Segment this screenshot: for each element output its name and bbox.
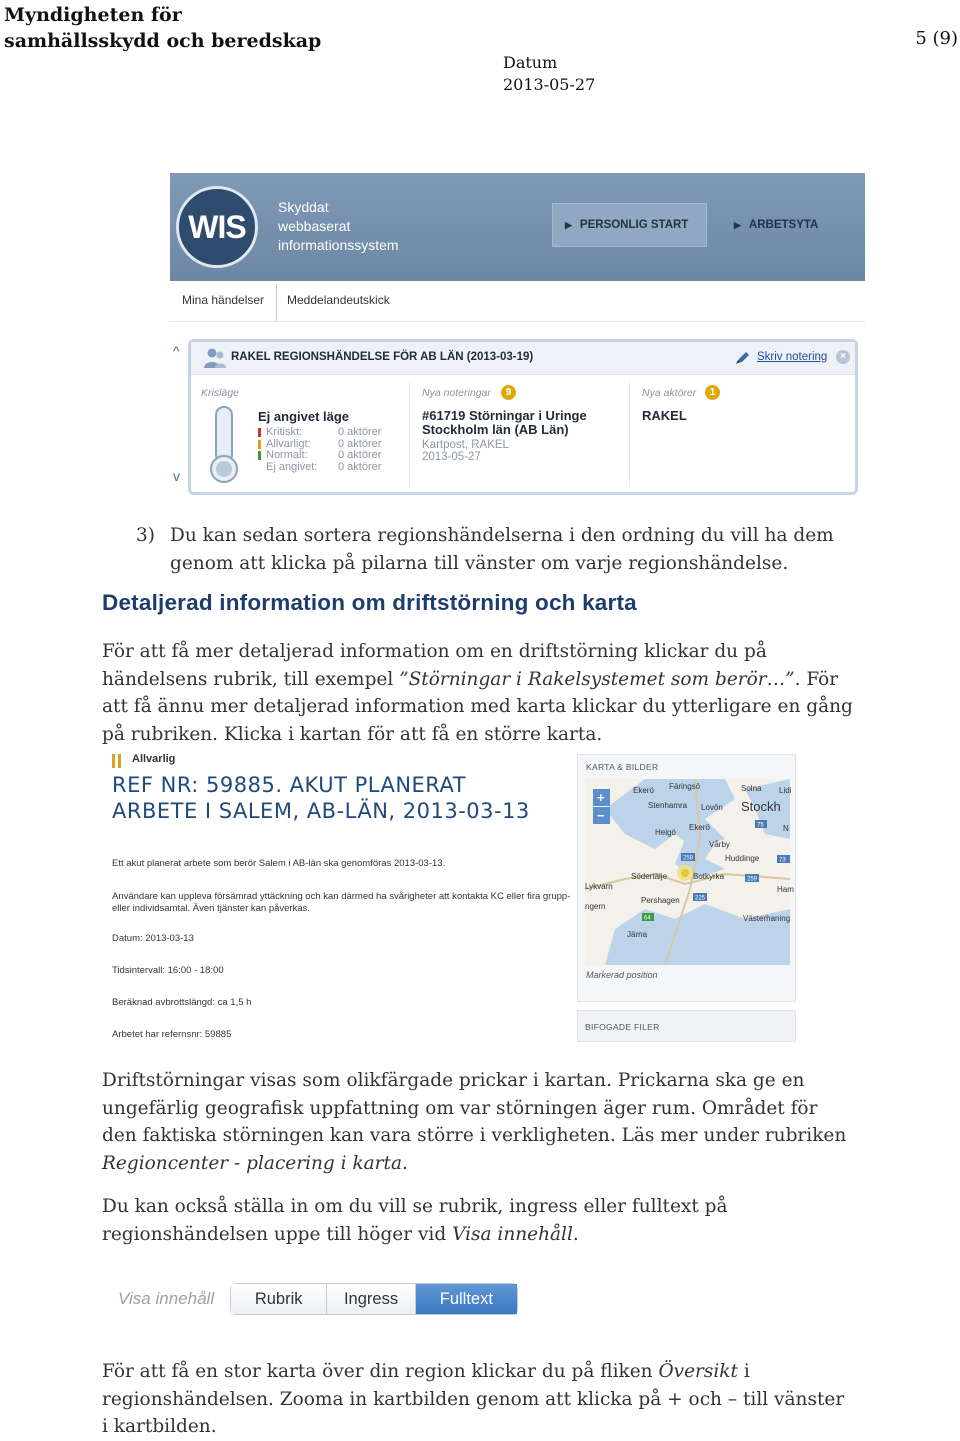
setting-reference: Visa innehåll	[452, 1223, 573, 1245]
actor-name[interactable]: RAKEL	[642, 408, 687, 423]
organization-line-2: samhällsskydd och beredskap	[4, 30, 322, 52]
text-line: i kartbilden.	[102, 1416, 217, 1437]
play-arrow-icon: ▶	[734, 219, 741, 230]
toggle-fulltext[interactable]: Fulltext	[416, 1284, 517, 1314]
ref-title-line: REF NR: 59885. AKUT PLANERAT	[112, 773, 467, 797]
users-icon	[203, 347, 227, 369]
text-line: Driftstörningar visas som olikfärgade prickar i kartan. Prickarna ska ge en	[102, 1070, 805, 1091]
crisis-row-label: Ej angivet:	[266, 460, 318, 473]
text-line: genom att klicka på pilarna till vänster om varje regionshändelse.	[170, 552, 789, 574]
event-date: Datum: 2013-03-13	[112, 933, 194, 944]
severity-label: Allvarlig	[132, 753, 176, 765]
write-note-link[interactable]: Skriv notering	[757, 351, 828, 363]
text-run: regionshändelsen uppe till höger vid	[102, 1223, 453, 1245]
crisis-row-value: 0 aktörer	[338, 437, 382, 450]
crisis-row-label: Allvarligt:	[266, 437, 311, 450]
zoom-in-icon[interactable]: +	[597, 790, 605, 805]
map-place-label: ngern	[585, 902, 606, 911]
text-run: För att få en stor karta över din region klickar du på fliken	[102, 1361, 659, 1382]
road-label: 64	[644, 915, 651, 922]
map-place-label: Vårby	[709, 840, 730, 849]
crisis-row-value: 0 aktörer	[338, 460, 382, 473]
wis-logo[interactable]: WIS	[176, 186, 258, 268]
severity-bars-icon	[112, 754, 122, 768]
sort-up-arrow-icon[interactable]: ^	[173, 343, 180, 359]
status-bar-icon	[258, 451, 261, 460]
document-date	[503, 52, 595, 96]
text-line: Du kan sedan sortera regionshändelserna i den ordning du vill ha dem	[170, 525, 834, 546]
text-line: att få ännu mer detaljerad information med karta klickar du ytterligare en gång	[102, 696, 853, 717]
new-actors-count-badge: 1	[705, 385, 720, 400]
map-place-label: Ekerö	[689, 823, 710, 832]
map-place-label: Huddinge	[725, 854, 760, 863]
map-place-label: Ham	[777, 885, 794, 894]
tab-my-events[interactable]: Mina händelser	[182, 293, 265, 307]
paragraph-large-map	[102, 1358, 902, 1441]
section-reference: Regioncenter - placering i karta	[102, 1152, 402, 1174]
rakel-panel-header	[191, 342, 855, 375]
map-place-label: Solna	[741, 784, 762, 793]
ref-title-line: ARBETE I SALEM, AB-LÄN, 2013-03-13	[112, 799, 530, 823]
toggle-rubrik[interactable]: Rubrik	[231, 1284, 327, 1314]
paragraph-detail-info	[102, 638, 902, 748]
sort-down-arrow-icon[interactable]: v	[173, 468, 180, 484]
event-ref-number: Arbetet har refernsnr: 59885	[112, 1029, 232, 1040]
text-line: Användare kan uppleva försämrad yttäckning och kan därmed ha svårigheter att kontakta KC eller fira grupp-	[112, 891, 571, 902]
status-bar-icon	[258, 440, 261, 449]
crisis-level-label: Krisläge	[201, 387, 239, 399]
wis-tagline-line: informationssystem	[278, 237, 399, 253]
page-number: 5 (9)	[915, 28, 958, 49]
text-line: eller individsamtal. Även tjänster kan påverkas.	[112, 903, 311, 914]
note-meta-date: 2013-05-27	[422, 451, 481, 463]
attachments-bar[interactable]	[577, 1010, 796, 1042]
play-arrow-icon: ▶	[565, 219, 572, 230]
event-impact	[112, 891, 572, 915]
text-line: på rubriken. Klicka i kartan för att få en större karta.	[102, 723, 603, 745]
map-place-label: Lovön	[701, 803, 723, 812]
map-card	[577, 754, 796, 1002]
tab-message-dispatch[interactable]: Meddelandeutskick	[287, 293, 390, 307]
map-place-label: Botkyrka	[693, 872, 725, 881]
crisis-level-breakdown	[258, 427, 398, 473]
section-heading: Detaljerad information om driftstörning och karta	[102, 590, 637, 615]
organization-line-1: Myndigheten för	[4, 4, 182, 26]
map-caption: Markerad position	[586, 970, 658, 980]
map-place-label: Stenhamra	[648, 801, 688, 810]
map-place-label: Stockh	[741, 799, 781, 814]
road-label: 75	[757, 822, 764, 829]
text-run: .	[572, 1223, 579, 1245]
note-title-line-1[interactable]: #61719 Störningar i Uringe	[422, 408, 587, 423]
text-line: Du kan också ställa in om du vill se rubrik, ingress eller fulltext på	[102, 1196, 728, 1217]
crisis-level-value: Ej angivet läge	[258, 409, 350, 424]
personal-start-label: PERSONLIG START	[579, 219, 689, 231]
road-label: 73	[779, 857, 786, 864]
rakel-event-title[interactable]: RAKEL REGIONSHÄNDELSE FÖR AB LÄN (2013-03-19)	[231, 351, 534, 363]
wis-tagline	[278, 198, 399, 255]
map-place-label: Färingsö	[669, 782, 701, 791]
zoom-out-icon[interactable]: −	[597, 808, 605, 823]
map-place-label: Pershagen	[641, 896, 680, 905]
map-place-label: Järna	[627, 930, 648, 939]
pen-icon	[735, 351, 751, 365]
map-place-label: Lidi	[779, 786, 792, 795]
map-image[interactable]	[585, 779, 794, 965]
text-line: För att få mer detaljerad information om en driftstörning klickar du på	[102, 641, 767, 662]
list-number: 3)	[136, 525, 155, 546]
tab-divider	[276, 285, 277, 321]
text-line: den faktiska störningen kan vara större i verkligheten. Läs mer under rubriken	[102, 1125, 847, 1146]
wis-banner	[170, 173, 865, 281]
organization-name	[4, 2, 321, 54]
content-toggle-label: Visa innehåll	[118, 1289, 215, 1308]
crisis-row-label: Kritiskt:	[266, 426, 303, 438]
crisis-row	[258, 462, 398, 474]
crisis-row-value: 0 aktörer	[338, 426, 382, 438]
example-title: ”Störningar i Rakelsystemet som berör…”	[399, 668, 795, 690]
workspace-label: ARBETSYTA	[748, 219, 819, 231]
new-actors-label: Nya aktörer	[642, 387, 697, 399]
event-duration: Beräknad avbrottslängd: ca 1,5 h	[112, 997, 252, 1008]
tab-reference: Översikt	[658, 1361, 738, 1382]
text-line	[102, 1150, 902, 1178]
map-place-label: Ekerö	[633, 786, 654, 795]
new-notes-count-badge: 9	[501, 385, 516, 400]
crisis-row	[258, 427, 398, 439]
text-line	[102, 1221, 902, 1249]
note-meta-source: Kartpost, RAKEL	[422, 439, 509, 451]
column-divider	[629, 382, 630, 487]
road-label: 258	[683, 855, 694, 862]
step-3-text	[170, 522, 890, 577]
map-place-label: Lykvarn	[585, 882, 613, 891]
content-toggle-group	[230, 1283, 518, 1315]
text-line: regionshändelsen. Zooma in kartbilden genom att klicka på + och – till vänster	[102, 1388, 845, 1410]
thermometer-icon	[201, 405, 247, 485]
wis-tagline-line: webbaserat	[278, 218, 351, 234]
text-line	[102, 1358, 902, 1386]
wis-tab-bar	[170, 281, 865, 322]
crisis-row-value: 0 aktörer	[338, 449, 382, 461]
map-place-label: N	[783, 824, 789, 833]
workspace-button[interactable]	[722, 203, 865, 247]
text-run: i	[737, 1361, 750, 1382]
event-interval: Tidsintervall: 16:00 - 18:00	[112, 965, 224, 976]
map-place-label: Västerhaning	[743, 914, 791, 923]
text-run: . För	[794, 668, 839, 690]
text-line: ungefärlig geografisk uppfattning om var störningen äger rum. Området för	[102, 1097, 818, 1119]
note-title-line-2[interactable]: Stockholm län (AB Län)	[422, 422, 569, 437]
date-label: Datum	[503, 53, 558, 72]
paragraph-map-dots	[102, 1067, 902, 1177]
text-run: händelsens rubrik, till exempel	[102, 668, 400, 690]
wis-header-screenshot	[170, 173, 865, 321]
crisis-row-label: Normalt:	[266, 449, 308, 461]
new-notes-label: Nya noteringar	[422, 387, 491, 399]
date-value: 2013-05-27	[503, 75, 596, 94]
map-place-label: Helgö	[655, 828, 676, 837]
attachments-label: BIFOGADE FILER	[585, 1022, 660, 1032]
road-label: 225	[695, 895, 706, 902]
text-line	[102, 666, 902, 694]
text-run: .	[402, 1152, 408, 1174]
map-panel	[577, 754, 796, 1046]
paragraph-content-setting	[102, 1193, 902, 1248]
column-divider	[409, 382, 410, 487]
toggle-ingress[interactable]: Ingress	[327, 1284, 415, 1314]
event-ref-title[interactable]	[112, 772, 530, 824]
road-label: 259	[747, 876, 758, 883]
map-place-label: Södertälje	[631, 872, 668, 881]
close-icon[interactable]: ×	[836, 350, 850, 364]
wis-tagline-line: Skyddat	[278, 199, 329, 215]
rakel-event-panel	[188, 339, 858, 495]
status-bar-icon	[258, 428, 261, 437]
personal-start-button[interactable]	[552, 203, 707, 247]
event-intro: Ett akut planerat arbete som berör Salem i AB-län ska genomföras 2013-03-13.	[112, 858, 446, 869]
map-header: KARTA & BILDER	[586, 762, 659, 772]
crisis-row	[258, 450, 398, 462]
